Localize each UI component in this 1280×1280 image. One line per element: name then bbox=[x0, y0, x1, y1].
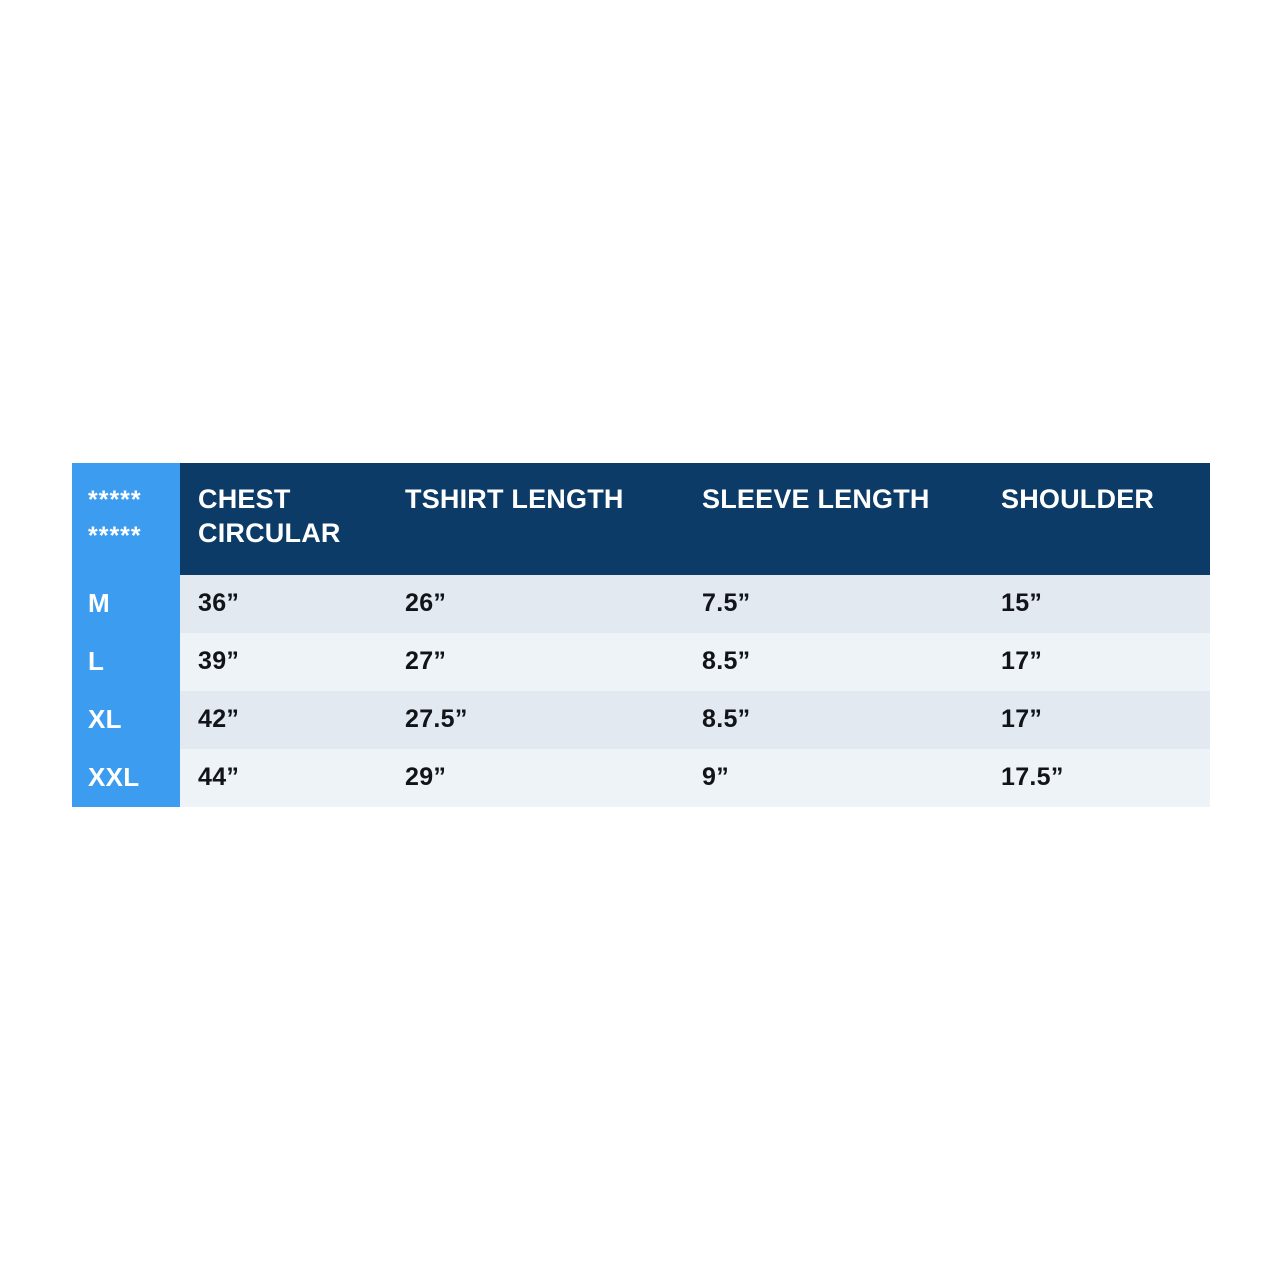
table-row bbox=[72, 749, 1210, 807]
cell-shoulder: 15” bbox=[983, 575, 1210, 633]
cell-shoulder: 17.5” bbox=[983, 749, 1210, 807]
column-header-size bbox=[72, 463, 180, 575]
cell-shoulder: 17” bbox=[983, 633, 1210, 691]
cell-chest: 42” bbox=[180, 691, 387, 749]
column-header-chest: CHEST CIRCULAR bbox=[180, 463, 387, 575]
cell-tshirt-length: 26” bbox=[387, 575, 684, 633]
table-header bbox=[72, 463, 1210, 575]
size-chart-container bbox=[72, 463, 1210, 807]
table-row bbox=[72, 691, 1210, 749]
size-chart-table bbox=[72, 463, 1210, 807]
cell-sleeve-length: 8.5” bbox=[684, 633, 983, 691]
cell-size: M bbox=[72, 575, 180, 633]
column-header-tshirt-length: TSHIRT LENGTH bbox=[387, 463, 684, 575]
cell-tshirt-length: 29” bbox=[387, 749, 684, 807]
cell-sleeve-length: 9” bbox=[684, 749, 983, 807]
cell-chest: 36” bbox=[180, 575, 387, 633]
column-header-shoulder: SHOULDER bbox=[983, 463, 1210, 575]
cell-shoulder: 17” bbox=[983, 691, 1210, 749]
table-row bbox=[72, 633, 1210, 691]
table-row bbox=[72, 575, 1210, 633]
stars-line-2: ***** bbox=[88, 522, 142, 551]
cell-size: XL bbox=[72, 691, 180, 749]
cell-chest: 44” bbox=[180, 749, 387, 807]
stars-line-1: ***** bbox=[88, 486, 142, 514]
table-body bbox=[72, 575, 1210, 807]
cell-sleeve-length: 7.5” bbox=[684, 575, 983, 633]
cell-tshirt-length: 27.5” bbox=[387, 691, 684, 749]
table-header-row bbox=[72, 463, 1210, 575]
cell-tshirt-length: 27” bbox=[387, 633, 684, 691]
cell-size: L bbox=[72, 633, 180, 691]
column-header-sleeve-length: SLEEVE LENGTH bbox=[684, 463, 983, 575]
cell-chest: 39” bbox=[180, 633, 387, 691]
cell-sleeve-length: 8.5” bbox=[684, 691, 983, 749]
cell-size: XXL bbox=[72, 749, 180, 807]
